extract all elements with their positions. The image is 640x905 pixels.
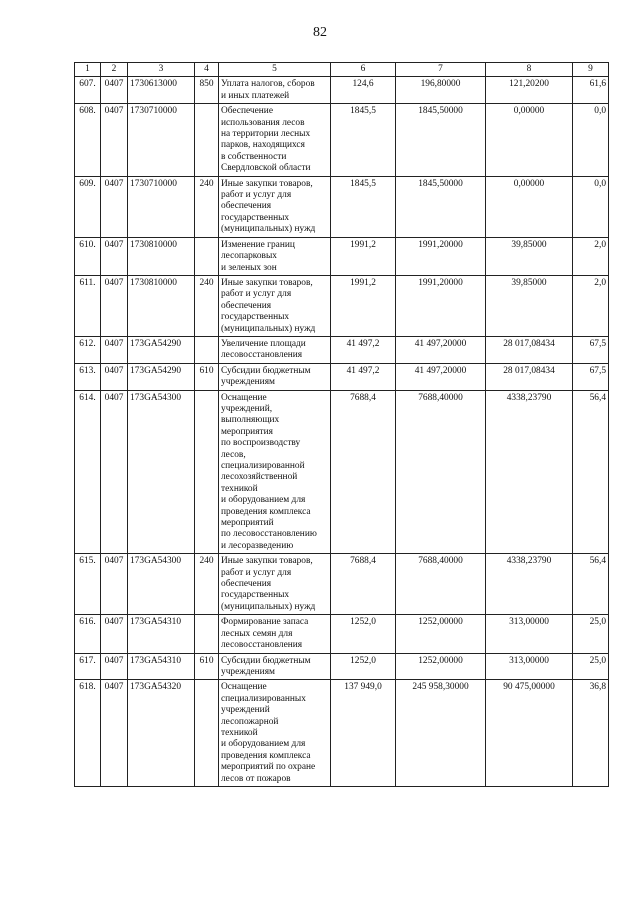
target-code-cell: 173GA54300 <box>128 554 195 615</box>
table-row <box>75 77 609 104</box>
column-header: 6 <box>331 63 396 77</box>
item-name-cell: Оснащение специализированных учреждений лесопожарной техникой и оборудованием для проведения комплекса мероприятий по охране лесов от пожаров <box>219 680 331 787</box>
percent-cell: 25,0 <box>573 653 609 680</box>
budget-table <box>74 62 609 787</box>
table-row <box>75 554 609 615</box>
section-code-cell: 0407 <box>101 363 128 390</box>
column-header: 9 <box>573 63 609 77</box>
expense-type-cell <box>195 680 219 787</box>
expense-type-cell: 240 <box>195 275 219 336</box>
item-name-cell: Формирование запаса лесных семян для лесовосстановления <box>219 615 331 653</box>
target-code-cell: 1730810000 <box>128 237 195 275</box>
table-row <box>75 680 609 787</box>
expense-type-cell: 850 <box>195 77 219 104</box>
amount-planned-cell: 1845,5 <box>331 104 396 176</box>
section-code-cell: 0407 <box>101 176 128 237</box>
target-code-cell: 173GA54310 <box>128 653 195 680</box>
expense-type-cell <box>195 104 219 176</box>
row-number-cell: 614. <box>75 390 101 554</box>
item-name-cell: Субсидии бюджетным учреждениям <box>219 363 331 390</box>
table-row <box>75 237 609 275</box>
item-name-cell: Увеличение площади лесовосстановления <box>219 336 331 363</box>
expense-type-cell: 610 <box>195 363 219 390</box>
percent-cell: 0,0 <box>573 176 609 237</box>
item-name-cell: Иные закупки товаров, работ и услуг для обеспечения государственных (муниципальных) нужд <box>219 275 331 336</box>
table-header-row <box>75 63 609 77</box>
amount-approved-cell: 41 497,20000 <box>396 336 486 363</box>
item-name-cell: Изменение границ лесопарковых и зеленых зон <box>219 237 331 275</box>
amount-planned-cell: 1991,2 <box>331 237 396 275</box>
target-code-cell: 173GA54310 <box>128 615 195 653</box>
item-name-cell: Обеспечение использования лесов на территории лесных парков, находящихся в собственности Свердловской области <box>219 104 331 176</box>
table-row <box>75 615 609 653</box>
table-row <box>75 390 609 554</box>
section-code-cell: 0407 <box>101 615 128 653</box>
amount-approved-cell: 1991,20000 <box>396 237 486 275</box>
percent-cell: 36,8 <box>573 680 609 787</box>
amount-planned-cell: 124,6 <box>331 77 396 104</box>
target-code-cell: 1730710000 <box>128 176 195 237</box>
row-number-cell: 613. <box>75 363 101 390</box>
expense-type-cell <box>195 237 219 275</box>
section-code-cell: 0407 <box>101 275 128 336</box>
expense-type-cell: 610 <box>195 653 219 680</box>
expense-type-cell: 240 <box>195 554 219 615</box>
column-header: 7 <box>396 63 486 77</box>
item-name-cell: Иные закупки товаров, работ и услуг для обеспечения государственных (муниципальных) нужд <box>219 176 331 237</box>
amount-executed-cell: 39,85000 <box>486 237 573 275</box>
section-code-cell: 0407 <box>101 104 128 176</box>
amount-planned-cell: 1252,0 <box>331 615 396 653</box>
expense-type-cell <box>195 336 219 363</box>
target-code-cell: 173GA54290 <box>128 363 195 390</box>
column-header: 4 <box>195 63 219 77</box>
amount-planned-cell: 1991,2 <box>331 275 396 336</box>
percent-cell: 67,5 <box>573 336 609 363</box>
target-code-cell: 1730710000 <box>128 104 195 176</box>
percent-cell: 56,4 <box>573 390 609 554</box>
amount-approved-cell: 196,80000 <box>396 77 486 104</box>
percent-cell: 56,4 <box>573 554 609 615</box>
target-code-cell: 173GA54320 <box>128 680 195 787</box>
target-code-cell: 173GA54290 <box>128 336 195 363</box>
expense-type-cell: 240 <box>195 176 219 237</box>
amount-approved-cell: 7688,40000 <box>396 390 486 554</box>
amount-approved-cell: 245 958,30000 <box>396 680 486 787</box>
table-row <box>75 363 609 390</box>
expense-type-cell <box>195 615 219 653</box>
amount-approved-cell: 1845,50000 <box>396 176 486 237</box>
target-code-cell: 1730613000 <box>128 77 195 104</box>
percent-cell: 2,0 <box>573 275 609 336</box>
amount-executed-cell: 313,00000 <box>486 653 573 680</box>
item-name-cell: Уплата налогов, сборов и иных платежей <box>219 77 331 104</box>
table-row <box>75 653 609 680</box>
amount-planned-cell: 41 497,2 <box>331 336 396 363</box>
amount-approved-cell: 1252,00000 <box>396 615 486 653</box>
row-number-cell: 611. <box>75 275 101 336</box>
row-number-cell: 607. <box>75 77 101 104</box>
amount-executed-cell: 90 475,00000 <box>486 680 573 787</box>
amount-executed-cell: 28 017,08434 <box>486 363 573 390</box>
expense-type-cell <box>195 390 219 554</box>
row-number-cell: 610. <box>75 237 101 275</box>
percent-cell: 0,0 <box>573 104 609 176</box>
amount-executed-cell: 4338,23790 <box>486 554 573 615</box>
amount-approved-cell: 41 497,20000 <box>396 363 486 390</box>
amount-approved-cell: 1991,20000 <box>396 275 486 336</box>
row-number-cell: 612. <box>75 336 101 363</box>
section-code-cell: 0407 <box>101 77 128 104</box>
column-header: 2 <box>101 63 128 77</box>
row-number-cell: 617. <box>75 653 101 680</box>
percent-cell: 2,0 <box>573 237 609 275</box>
section-code-cell: 0407 <box>101 390 128 554</box>
section-code-cell: 0407 <box>101 554 128 615</box>
section-code-cell: 0407 <box>101 680 128 787</box>
amount-executed-cell: 39,85000 <box>486 275 573 336</box>
amount-approved-cell: 1252,00000 <box>396 653 486 680</box>
row-number-cell: 618. <box>75 680 101 787</box>
column-header: 3 <box>128 63 195 77</box>
column-header: 8 <box>486 63 573 77</box>
row-number-cell: 616. <box>75 615 101 653</box>
amount-planned-cell: 1845,5 <box>331 176 396 237</box>
row-number-cell: 608. <box>75 104 101 176</box>
table-row <box>75 275 609 336</box>
table-row <box>75 176 609 237</box>
item-name-cell: Иные закупки товаров, работ и услуг для обеспечения государственных (муниципальных) нужд <box>219 554 331 615</box>
target-code-cell: 173GA54300 <box>128 390 195 554</box>
amount-planned-cell: 7688,4 <box>331 390 396 554</box>
amount-executed-cell: 0,00000 <box>486 104 573 176</box>
amount-approved-cell: 1845,50000 <box>396 104 486 176</box>
amount-executed-cell: 313,00000 <box>486 615 573 653</box>
percent-cell: 67,5 <box>573 363 609 390</box>
column-header: 5 <box>219 63 331 77</box>
section-code-cell: 0407 <box>101 336 128 363</box>
amount-executed-cell: 121,20200 <box>486 77 573 104</box>
amount-planned-cell: 41 497,2 <box>331 363 396 390</box>
row-number-cell: 615. <box>75 554 101 615</box>
percent-cell: 61,6 <box>573 77 609 104</box>
table-row <box>75 336 609 363</box>
item-name-cell: Субсидии бюджетным учреждениям <box>219 653 331 680</box>
amount-planned-cell: 1252,0 <box>331 653 396 680</box>
amount-executed-cell: 4338,23790 <box>486 390 573 554</box>
row-number-cell: 609. <box>75 176 101 237</box>
section-code-cell: 0407 <box>101 237 128 275</box>
amount-executed-cell: 28 017,08434 <box>486 336 573 363</box>
amount-executed-cell: 0,00000 <box>486 176 573 237</box>
amount-planned-cell: 7688,4 <box>331 554 396 615</box>
amount-approved-cell: 7688,40000 <box>396 554 486 615</box>
section-code-cell: 0407 <box>101 653 128 680</box>
table-row <box>75 104 609 176</box>
target-code-cell: 1730810000 <box>128 275 195 336</box>
column-header: 1 <box>75 63 101 77</box>
amount-planned-cell: 137 949,0 <box>331 680 396 787</box>
page-number: 82 <box>313 25 327 40</box>
item-name-cell: Оснащение учреждений, выполняющих мероприятия по воспроизводству лесов, специализированной лесохозяйственной техникой и оборудованием для проведения комплекса мероприятий по лесовосстановлению и лесоразведению <box>219 390 331 554</box>
percent-cell: 25,0 <box>573 615 609 653</box>
